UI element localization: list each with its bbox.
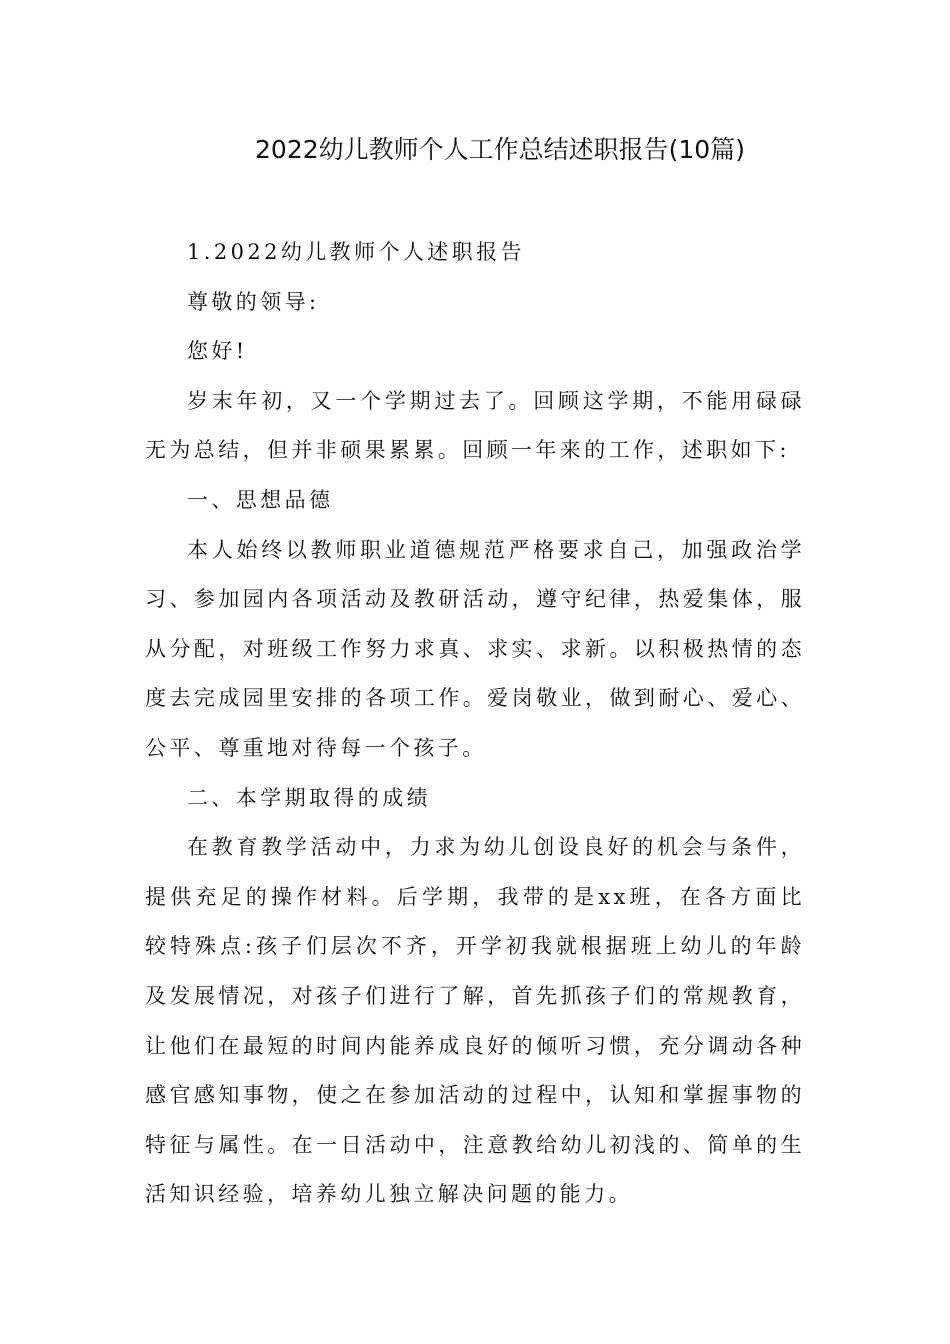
section-heading-achievements: 二、本学期取得的成绩 [187, 785, 431, 810]
intro-paragraph: 岁末年初，又一个学期过去了。回顾这学期，不能用碌碌无为总结，但并非硕果累累。回顾一年来的工作，述职如下: [145, 388, 805, 463]
morality-paragraph: 本人始终以教师职业道德规范严格要求自己，加强政治学习、参加园内各项活动及教研活动，遵守纪律，热爱集体，服从分配，对班级工作努力求真、求实、求新。以积极热情的态度去完成园里安排的各项工作。爱岗敬业，做到耐心、爱心、公平、尊重地对待每一个孩子。 [145, 537, 805, 760]
document-body [145, 228, 805, 1220]
section-heading-morality: 一、思想品德 [187, 487, 334, 512]
document-title: 2022幼儿教师个人工作总结述职报告(10篇) [255, 135, 745, 164]
section-heading-report: 1.2022幼儿教师个人述职报告 [187, 240, 525, 264]
achievements-paragraph: 在教育教学活动中，力求为幼儿创设良好的机会与条件，提供充足的操作材料。后学期，我带的是xx班，在各方面比较特殊点:孩子们层次不齐，开学初我就根据班上幼儿的年龄及发展情况，对孩子们进行了解，首先抓孩子们的常规教育，让他们在最短的时间内能养成良好的倾听习惯，充分调动各种感官感知事物，使之在参加活动的过程中，认知和掌握事物的特征与属性。在一日活动中，注意教给幼儿初浅的、简单的生活知识经验，培养幼儿独立解决问题的能力。 [145, 835, 805, 1207]
greeting: 您好! [187, 339, 248, 364]
salutation: 尊敬的领导: [187, 289, 320, 314]
